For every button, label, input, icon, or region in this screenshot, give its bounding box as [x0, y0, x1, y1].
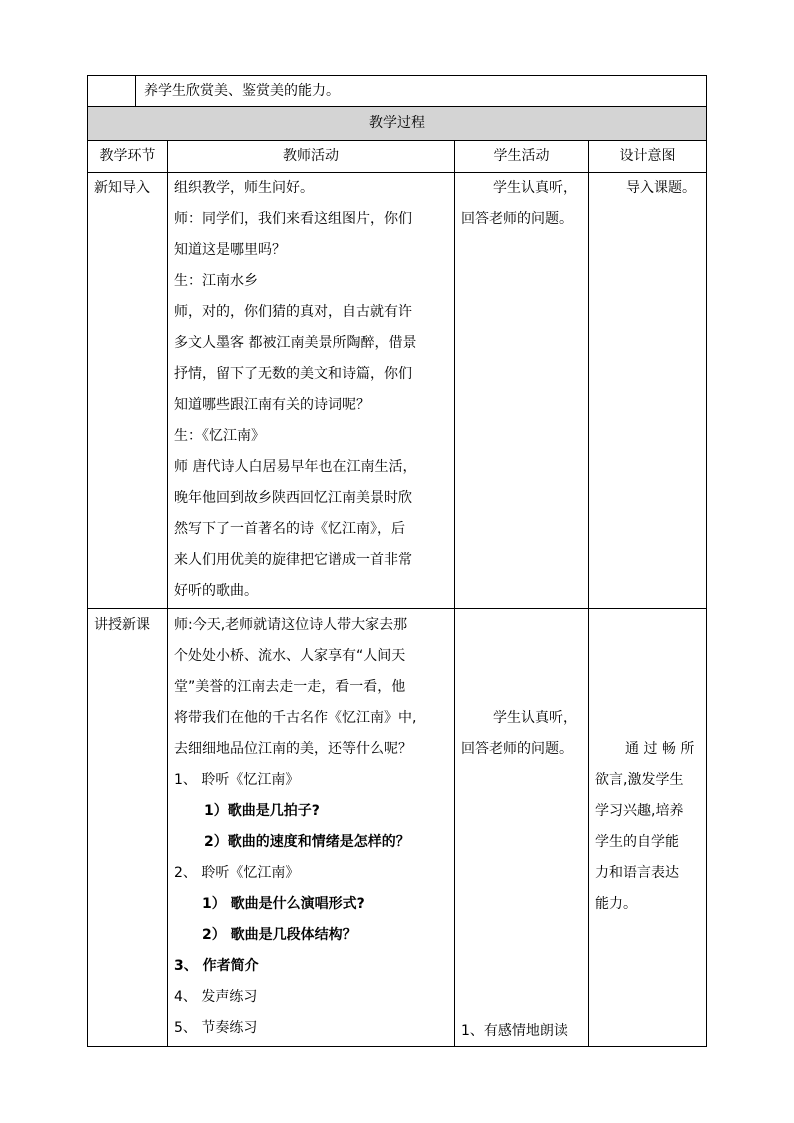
header-stage: 教学环节 [99, 148, 156, 164]
text-line: 师：同学们，我们来看这组图片，你们 [174, 211, 412, 227]
text-line: 1） 歌曲是什么演唱形式? [202, 896, 365, 912]
row2-design-intent [595, 734, 694, 920]
text-line: 多文人墨客 都被江南美景所陶醉，借景 [174, 335, 417, 351]
text-line: 欲言,激发学生 [595, 772, 684, 788]
text-line: 1、 聆听《忆江南》 [174, 772, 300, 788]
text-line: 力和语言表达 [595, 865, 679, 881]
row2-student-activity [461, 703, 577, 765]
text-line: 去细细地品位江南的美，还等什么呢？ [174, 741, 412, 757]
text-line: 堂”美誉的江南去走一走，看一看，他 [174, 679, 406, 695]
text-line: 然写下了一首著名的诗《忆江南》，后 [174, 521, 405, 537]
section-title: 教学过程 [369, 115, 425, 131]
text-line: 将带我们在他的千古名作《忆江南》中, [174, 710, 417, 726]
text-line: 个处处小桥、流水、人家享有“人间天 [174, 648, 406, 664]
text-line: 组织教学，师生问好。 [174, 180, 314, 196]
text-line: 生：江南水乡 [174, 273, 258, 289]
text-line: 回答老师的问题。 [461, 211, 573, 227]
row1-stage: 新知导入 [94, 180, 150, 196]
table-border [135, 75, 136, 107]
text-line: 学生的自学能 [595, 834, 679, 850]
text-line: 师，对的，你们猜的真对，自古就有许 [174, 304, 412, 320]
header-teacher: 教师活动 [283, 148, 339, 164]
header-intent: 设计意图 [619, 148, 676, 164]
text-line: 学生认真听， [493, 710, 577, 726]
text-line: 5、 节奏练习 [174, 1020, 258, 1036]
text-line: 知道这是哪里吗？ [174, 242, 286, 258]
row2-stage: 讲授新课 [94, 617, 150, 633]
text-line: 晚年他回到故乡陕西回忆江南美景时欣 [174, 490, 412, 506]
row2-student-bottom: 1、有感情地朗读 [461, 1023, 568, 1039]
text-line: 师 唐代诗人白居易早年也在江南生活， [174, 459, 417, 475]
table-border [87, 75, 88, 1047]
text-line: 学生认真听， [493, 180, 577, 196]
table-border [167, 140, 168, 1047]
text-line: 通 过 畅 所 [625, 741, 695, 757]
text-line: 知道哪些跟江南有关的诗词呢？ [174, 397, 370, 413]
objective-continuation: 养学生欣赏美、鉴赏美的能力。 [144, 83, 340, 99]
text-line: 4、 发声练习 [174, 989, 258, 1005]
text-line: 回答老师的问题。 [461, 741, 573, 757]
row2-teacher-activity [174, 610, 416, 1044]
text-line: 2、 聆听《忆江南》 [174, 865, 300, 881]
table-border [87, 608, 707, 609]
text-line: 能力。 [595, 896, 637, 912]
text-line: 生：《忆江南》 [174, 428, 265, 444]
row1-student-activity [461, 173, 577, 235]
row1-teacher-activity [174, 173, 416, 607]
table-border [87, 1046, 707, 1047]
text-line: 来人们用优美的旋律把它谱成一首非常 [174, 552, 412, 568]
table-border [706, 75, 707, 1047]
text-line: 2） 歌曲是几段体结构？ [202, 927, 357, 943]
text-line: 3、 作者简介 [174, 958, 259, 974]
table-border [454, 140, 455, 1047]
text-line: 抒情，留下了无数的美文和诗篇，你们 [174, 366, 412, 382]
table-border [588, 140, 589, 1047]
text-line: 师:今天,老师就请这位诗人带大家去那 [174, 617, 408, 633]
header-student: 学生活动 [493, 148, 550, 164]
text-line: 1）歌曲是几拍子? [204, 803, 320, 819]
text-line: 2）歌曲的速度和情绪是怎样的？ [204, 834, 410, 850]
text-line: 学习兴趣,培养 [595, 803, 684, 819]
text-line: 好听的歌曲。 [174, 583, 258, 599]
row1-design-intent: 导入课题。 [626, 180, 696, 196]
